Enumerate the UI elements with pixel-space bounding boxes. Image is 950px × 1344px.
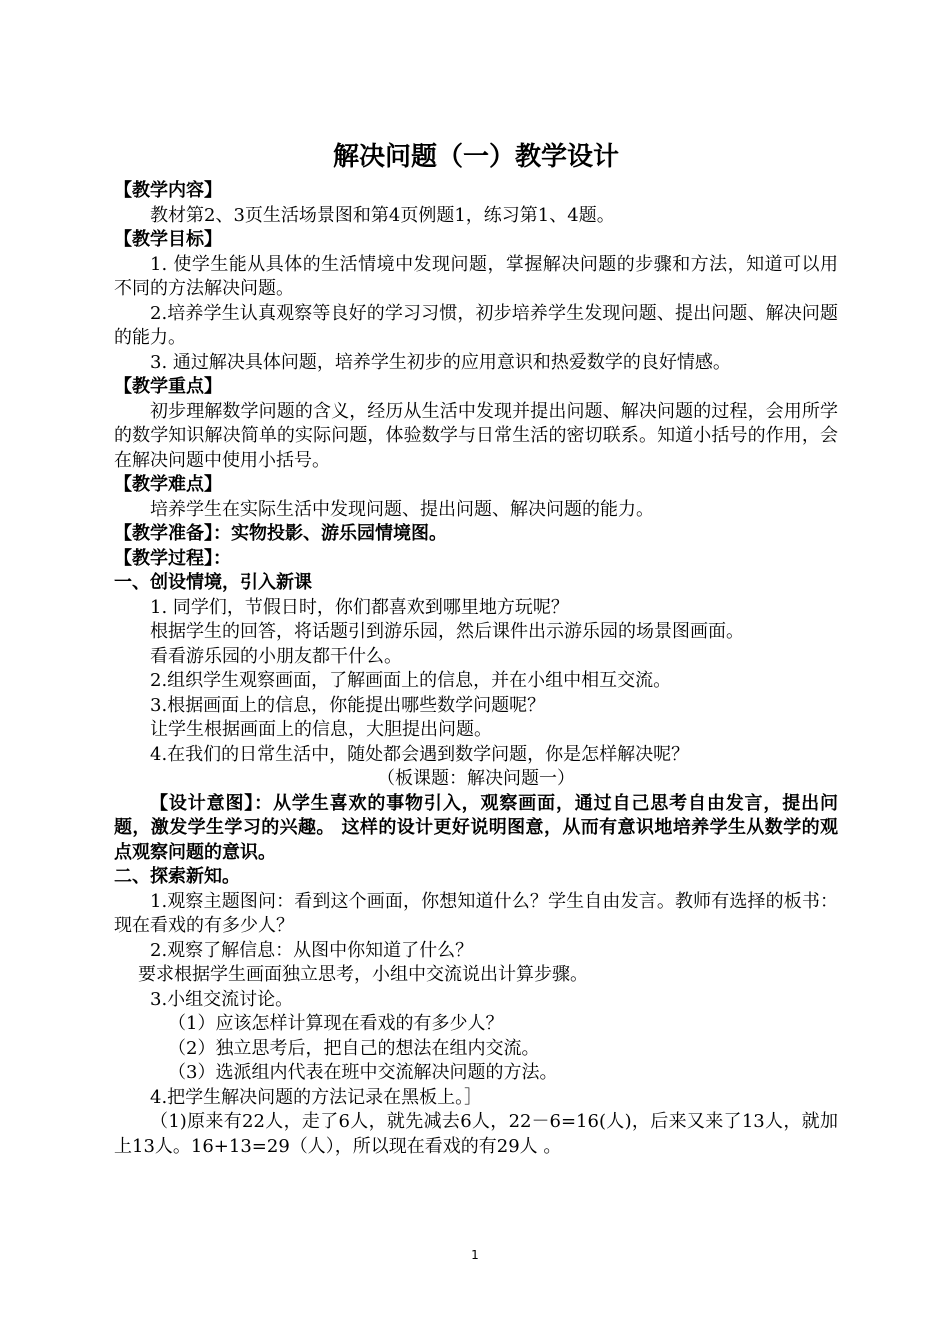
paragraph: 初步理解数学问题的含义，经历从生活中发现并提出问题、解决问题的过程，会用所学的数学知识解决简单的实际问题，体验数学与日常生活的密切联系。知道小括号的作用，会在解决问题中使用小括号。 bbox=[114, 400, 838, 471]
paragraph: 3. 通过解决具体问题，培养学生初步的应用意识和热爱数学的良好情感。 bbox=[150, 351, 731, 373]
paragraph: （2）独立思考后，把自己的想法在组内交流。 bbox=[168, 1037, 540, 1059]
paragraph: 1. 使学生能从具体的生活情境中发现问题，掌握解决问题的步骤和方法，知道可以用不同的方法解决问题。 bbox=[114, 253, 838, 299]
paragraph: 让学生根据画面上的信息，大胆提出问题。 bbox=[150, 719, 492, 740]
paragraph: 2.观察了解信息：从图中你知道了什么？ bbox=[150, 939, 474, 961]
design-intent: 【设计意图】：从学生喜欢的事物引入，观察画面，通过自己思考自由发言，提出问题，激发学生学习的兴趣。 这样的设计更好说明图意，从而有意识地培养学生从数学的观点观察问题的意识。 bbox=[114, 792, 838, 863]
paragraph: 2.组织学生观察画面，了解画面上的信息，并在小组中相互交流。 bbox=[150, 670, 672, 691]
section-heading-preparation: 【教学准备】：实物投影、游乐园情境图。 bbox=[114, 523, 447, 544]
section-heading-content: 【教学内容】 bbox=[114, 180, 222, 201]
section-heading-difficulties: 【教学难点】 bbox=[114, 474, 222, 495]
page-number: 1 bbox=[471, 1248, 479, 1262]
paragraph: 看看游乐园的小朋友都干什么。 bbox=[150, 645, 402, 667]
paragraph: 培养学生在实际生活中发现问题、提出问题、解决问题的能力。 bbox=[150, 498, 654, 520]
paragraph: （1）应该怎样计算现在看戏的有多少人？ bbox=[168, 1013, 504, 1034]
document-title: 解决问题（一）教学设计 bbox=[332, 142, 619, 172]
paragraph: 1.观察主题图问：看到这个画面，你想知道什么？学生自由发言。教师有选择的板书：现在看戏的有多少人？ bbox=[114, 890, 838, 936]
paragraph: 要求根据学生画面独立思考，小组中交流说出计算步骤。 bbox=[138, 964, 588, 985]
paragraph: 教材第2、3页生活场景图和第4页例题1，练习第1、4题。 bbox=[150, 204, 615, 226]
paragraph: （1)原来有22人，走了6人，就先减去6人，22－6=16(人)，后来又来了13人，就加上13人。16+13=29（人），所以现在看戏的有29人 。 bbox=[114, 1111, 838, 1157]
section-heading-process: 【教学过程】： bbox=[114, 547, 231, 569]
section-heading-key-points: 【教学重点】 bbox=[114, 376, 222, 397]
paragraph: 4.把学生解决问题的方法记录在黑板上。］ bbox=[150, 1086, 483, 1108]
paragraph: 1. 同学们，节假日时，你们都喜欢到哪里地方玩呢？ bbox=[150, 596, 569, 618]
paragraph: 3.小组交流讨论。 bbox=[150, 988, 294, 1010]
document-body bbox=[114, 135, 838, 1159]
paragraph: 根据学生的回答，将话题引到游乐园，然后课件出示游乐园的场景图画面。 bbox=[150, 621, 744, 642]
paragraph: 3.根据画面上的信息，你能提出哪些数学问题呢？ bbox=[150, 694, 546, 716]
paragraph: （3）选派组内代表在班中交流解决问题的方法。 bbox=[168, 1062, 558, 1083]
part-heading-1: 一、创设情境，引入新课 bbox=[114, 572, 312, 593]
part-heading-2: 二、探索新知。 bbox=[114, 866, 240, 887]
section-heading-goals: 【教学目标】 bbox=[114, 229, 222, 250]
paragraph: 4.在我们的日常生活中，随处都会遇到数学问题，你是怎样解决呢？ bbox=[150, 743, 690, 765]
paragraph: 2.培养学生认真观察等良好的学习习惯，初步培养学生发现问题、提出问题、解决问题的能力。 bbox=[114, 302, 838, 348]
board-title-note: （板课题：解决问题一） bbox=[377, 768, 575, 789]
